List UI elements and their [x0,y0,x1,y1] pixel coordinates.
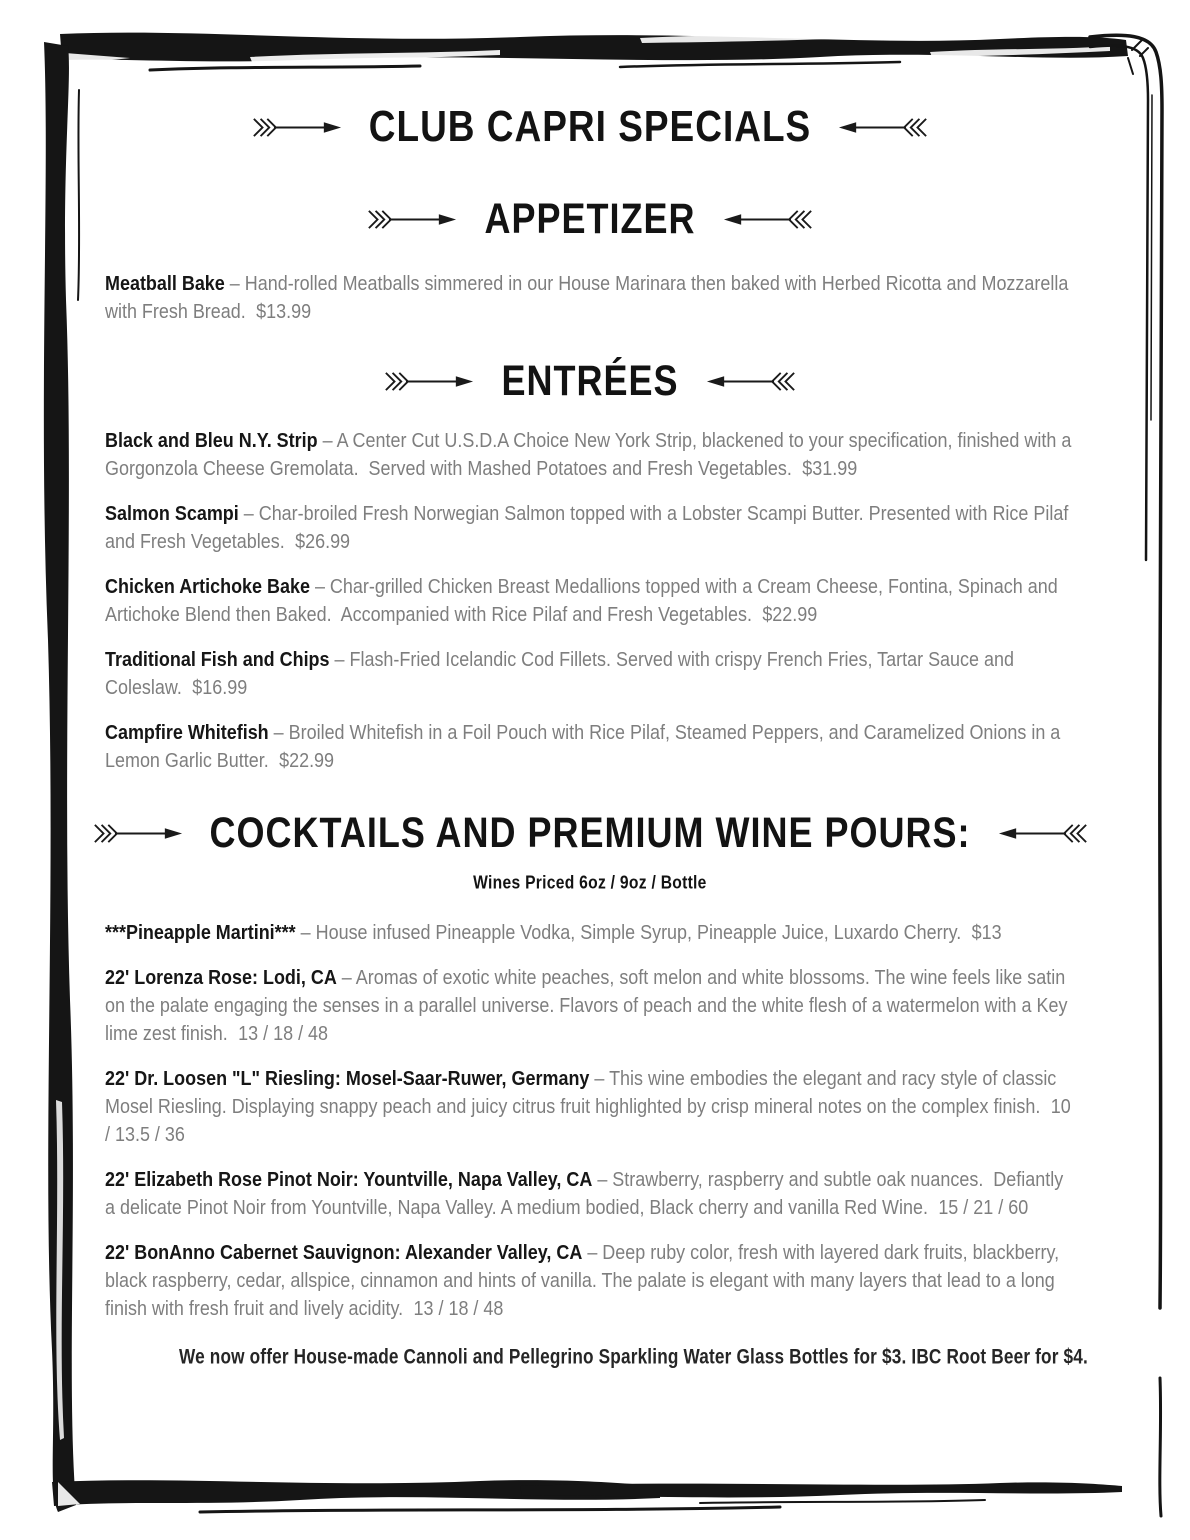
menu-item-desc: – Flash-Fried Icelandic Cod Fillets. Served with crispy French Fries, Tartar Sauce and Coleslaw. [105,649,1019,699]
arrow-right-icon [92,821,184,846]
menu-item-dr-loosen-riesling [105,1065,1075,1149]
arrow-right-icon [383,369,475,394]
page-title-row [105,102,1075,151]
menu-item-black-and-bleu-ny-strip [105,427,1075,483]
entrees-heading: ENTRÉES [501,356,679,405]
menu-item-meatball-bake [105,270,1075,326]
arrow-left-icon [997,821,1089,846]
menu-item-name: 22' Dr. Loosen "L" Riesling: Mosel-Saar-Ruwer, Germany [105,1068,590,1090]
menu-item-name: Chicken Artichoke Bake [105,576,310,598]
menu-item-name: Meatball Bake [105,273,225,295]
arrow-left-icon [705,369,797,394]
menu-item-lorenza-rose [105,964,1075,1048]
menu-item-name: Salmon Scampi [105,503,239,525]
menu-item-name: Traditional Fish and Chips [105,649,330,671]
menu-item-price: $26.99 [295,531,351,553]
menu-item-price: $16.99 [192,677,248,699]
menu-item-desc: – Broiled Whitefish in a Foil Pouch with Rice Pilaf, Steamed Peppers, and Caramelized Onions in a Lemon Garlic Butter. [105,722,1066,772]
arrow-left-icon [722,207,814,232]
menu-item-desc: – Aromas of exotic white peaches, soft melon and white blossoms. The wine feels like satin on the palate engaging the senses in a parallel universe. Flavors of peach and the white flesh of a watermelon with a Key lime zest finish. [105,967,1073,1045]
menu-item-price: 13 / 18 / 48 [238,1023,329,1045]
menu-item-desc: – This wine embodies the elegant and racy style of classic Mosel Riesling. Displaying snappy peach and juicy citrus fruit highlighted by crisp mineral notes on the complex finish. [105,1068,1062,1118]
menu-item-price: 13 / 18 / 48 [413,1298,504,1320]
menu-item-desc: – Char-broiled Fresh Norwegian Salmon topped with a Lobster Scampi Butter. Presented with Rice Pilaf and Fresh Vegetables. [105,503,1074,553]
menu-item-price: 15 / 21 / 60 [938,1197,1029,1219]
menu-item-price: $22.99 [762,604,818,626]
menu-item-name: ***Pineapple Martini*** [105,922,296,944]
section-heading-appetizer [105,194,1075,243]
menu-content [105,60,1088,1369]
wine-pricing-note-row [105,873,1075,893]
menu-item-price: 10 / 13.5 / 36 [105,1096,1071,1146]
wine-pricing-note: Wines Priced 6oz / 9oz / Bottle [473,872,707,893]
menu-item-desc: – A Center Cut U.S.D.A Choice New York Strip, blackened to your specification, finished with a Gorgonzola Cheese Gremolata. Served with Mashed Potatoes and Fresh Vegetables. [105,430,1077,480]
menu-item-salmon-scampi [105,500,1075,556]
menu-item-traditional-fish-and-chips [105,646,1075,702]
footer-note: We now offer House-made Cannoli and Pellegrino Sparkling Water Glass Bottles for $3. IBC Root Beer for $4. [178,1345,1088,1369]
menu-item-price: $31.99 [802,458,858,480]
footer-note-row [105,1345,1088,1369]
arrow-left-icon [837,115,929,140]
arrow-right-icon [251,115,343,140]
menu-item-price: $13 [971,922,1002,944]
menu-item-desc: – Strawberry, raspberry and subtle oak nuances. Defiantly a delicate Pinot Noir from Yountville, Napa Valley. A medium bodied, Black cherry and vanilla Red Wine. [105,1169,1069,1219]
menu-item-name: 22' BonAnno Cabernet Sauvignon: Alexander Valley, CA [105,1242,583,1264]
entrees-items [105,427,1075,775]
cocktails-heading: COCKTAILS AND PREMIUM WINE POURS: [209,808,971,857]
appetizer-items [105,270,1075,326]
menu-item-name: 22' Lorenza Rose: Lodi, CA [105,967,337,989]
menu-item-elizabeth-rose-pinot-noir [105,1166,1075,1222]
menu-item-desc: – Hand-rolled Meatballs simmered in our House Marinara then baked with Herbed Ricotta and Mozzarella with Fresh Bread. [105,273,1074,323]
menu-item-name: 22' Elizabeth Rose Pinot Noir: Yountville, Napa Valley, CA [105,1169,593,1191]
menu-item-bonanno-cabernet-sauvignon [105,1239,1075,1323]
menu-item-desc: – Char-grilled Chicken Breast Medallions topped with a Cream Cheese, Fontina, Spinach and Artichoke Blend then Baked. Accompanied with Rice Pilaf and Fresh Vegetables. [105,576,1062,626]
menu-item-chicken-artichoke-bake [105,573,1075,629]
page-title: CLUB CAPRI SPECIALS [368,102,812,151]
menu-item-price: $13.99 [256,301,312,323]
menu-item-name: Black and Bleu N.Y. Strip [105,430,318,452]
menu-item-campfire-whitefish [105,719,1075,775]
section-heading-entrees [105,356,1075,405]
menu-item-desc: – House infused Pineapple Vodka, Simple Syrup, Pineapple Juice, Luxardo Cherry. [300,922,962,944]
appetizer-heading: APPETIZER [484,194,696,243]
menu-item-name: Campfire Whitefish [105,722,269,744]
section-heading-cocktails [105,808,1075,857]
arrow-right-icon [366,207,458,232]
menu-item-desc: – Deep ruby color, fresh with layered dark fruits, blackberry, black raspberry, cedar, allspice, cinnamon and hints of vanilla. The palate is elegant with many layers that lead to a long finish with fresh fruit and lively acidity. [105,1242,1065,1320]
menu-item-price: $22.99 [279,750,335,772]
cocktails-items [105,919,1075,1323]
menu-item-pineapple-martini [105,919,1075,947]
